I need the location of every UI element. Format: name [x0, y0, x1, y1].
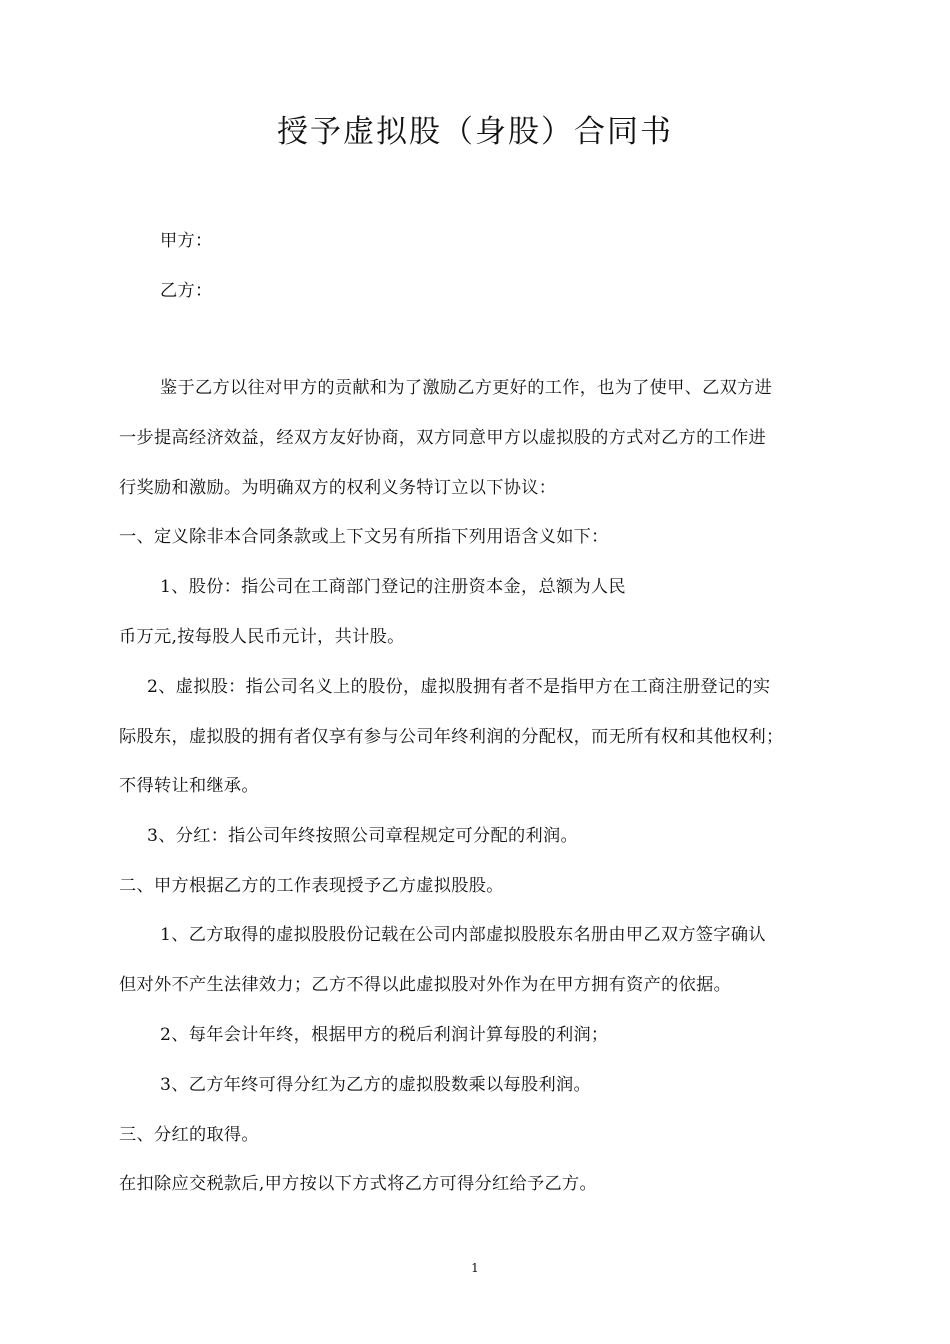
paragraph-line: 鉴于乙方以往对甲方的贡献和为了激励乙方更好的工作，也为了使甲、乙双方进	[160, 378, 773, 398]
section-heading: 三、分红的取得。	[119, 1125, 259, 1145]
page-number: 1	[471, 1261, 479, 1275]
clause-line: 1、股份：指公司在工商部门登记的注册资本金，总额为人民	[160, 577, 626, 597]
document-title: 授予虚拟股（身股）合同书	[277, 114, 673, 150]
clause-line: 但对外不产生法律效力；乙方不得以此虚拟股对外作为在甲方拥有资产的依据。	[119, 975, 732, 995]
clause-line: 际股东，虚拟股的拥有者仅享有参与公司年终利润的分配权，而无所有权和其他权利；	[119, 727, 784, 747]
clause-line: 1、乙方取得的虚拟股股份记载在公司内部虚拟股股东名册由甲乙双方签字确认	[160, 925, 766, 945]
party-b-label: 乙方：	[160, 281, 213, 301]
clause-line: 3、分红：指公司年终按照公司章程规定可分配的利润。	[147, 826, 578, 846]
section-heading: 一、定义除非本合同条款或上下文另有所指下列用语含义如下：	[119, 527, 609, 547]
clause-line: 2、虚拟股：指公司名义上的股份，虚拟股拥有者不是指甲方在工商注册登记的实	[147, 677, 771, 697]
section-heading: 二、甲方根据乙方的工作表现授予乙方虚拟股股。	[119, 876, 504, 896]
clause-line: 3、乙方年终可得分红为乙方的虚拟股数乘以每股利润。	[160, 1075, 591, 1095]
paragraph-line: 在扣除应交税款后,甲方按以下方式将乙方可得分红给予乙方。	[119, 1174, 597, 1194]
clause-line: 2、每年会计年终，根据甲方的税后利润计算每股的利润；	[160, 1025, 609, 1045]
party-a-label: 甲方：	[160, 231, 213, 251]
paragraph-line: 一步提高经济效益，经双方友好协商，双方同意甲方以虚拟股的方式对乙方的工作进	[119, 428, 767, 448]
paragraph-line: 行奖励和激励。为明确双方的权利义务特订立以下协议：	[119, 478, 557, 498]
clause-line: 不得转让和继承。	[119, 776, 259, 796]
clause-line: 币万元,按每股人民币元计，共计股。	[119, 627, 405, 647]
